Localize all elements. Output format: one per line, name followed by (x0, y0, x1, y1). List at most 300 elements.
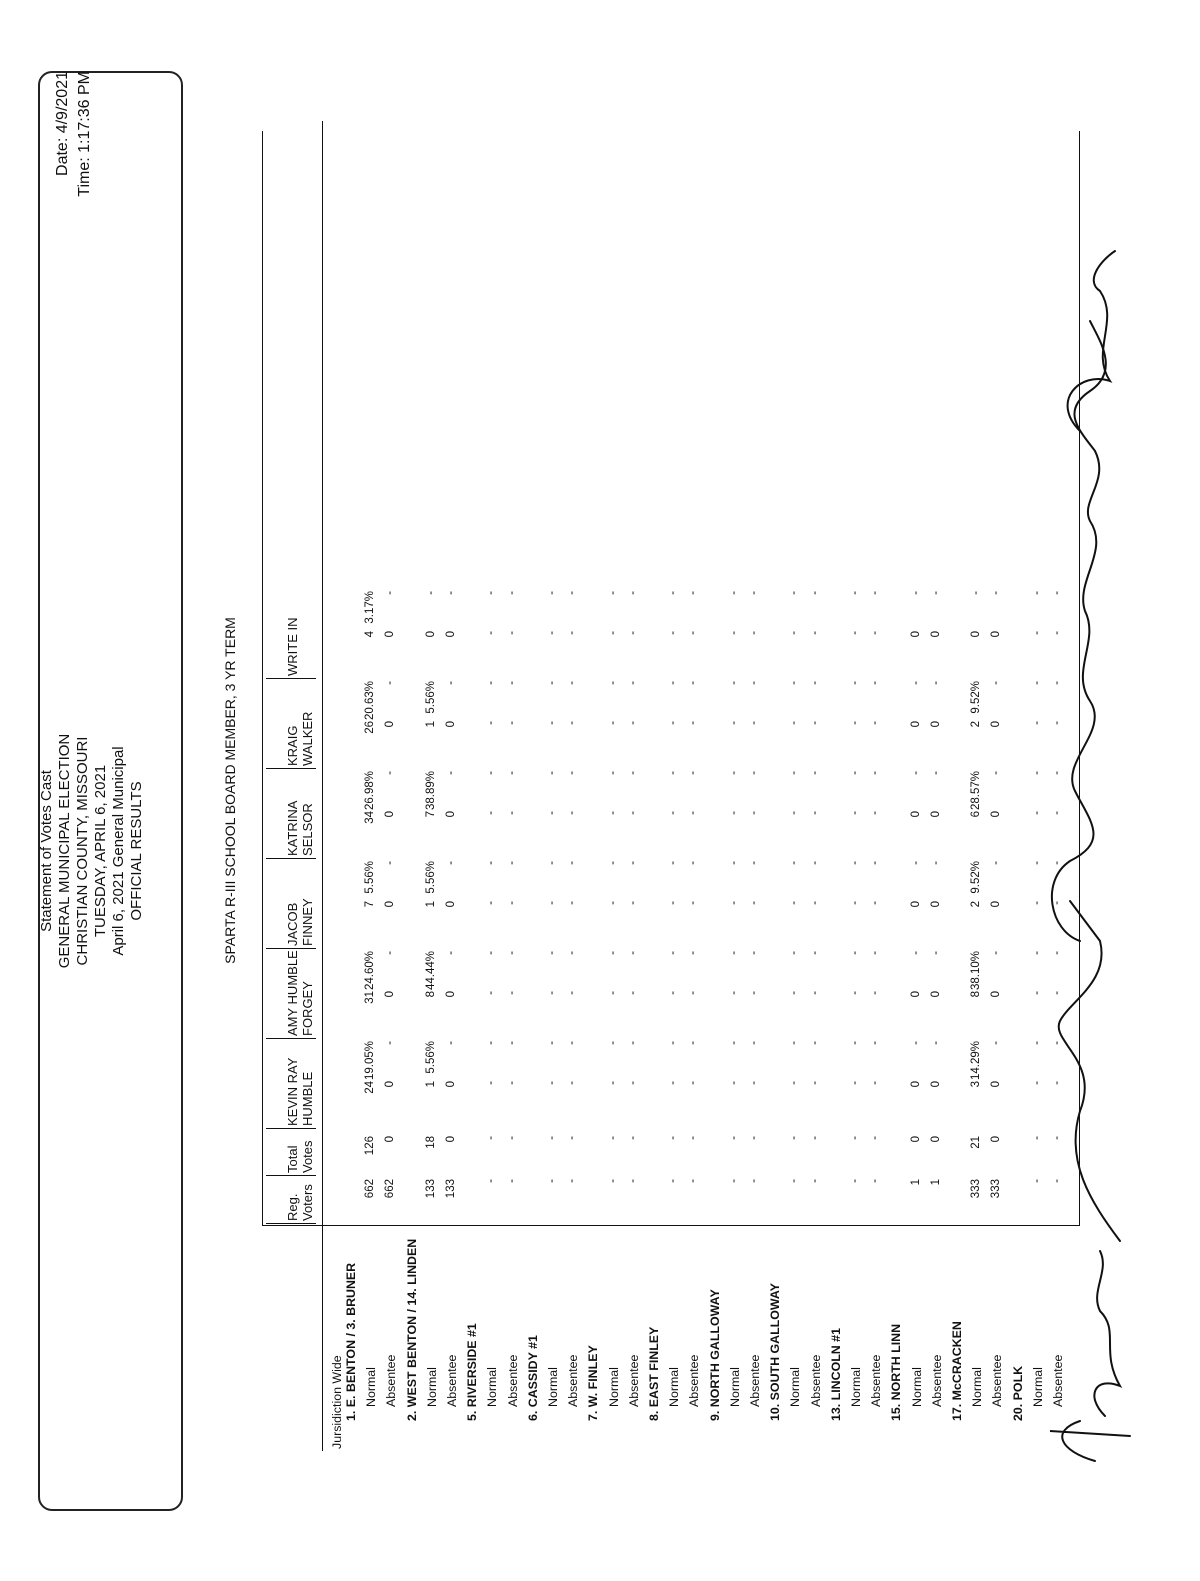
candidate-percent-cell: - (626, 951, 639, 955)
candidate-percent-cell: - (667, 771, 680, 775)
candidate-percent-cell: - (748, 681, 760, 685)
candidate-percent-cell: - (384, 771, 397, 775)
reg-voters-cell: - (606, 1179, 619, 1183)
candidate-votes-cell: - (606, 811, 619, 815)
candidate-votes-cell: - (626, 991, 639, 995)
candidate-votes-cell: - (849, 631, 861, 635)
candidate-votes-cell: - (667, 721, 680, 725)
candidate-votes-cell: - (788, 901, 801, 905)
candidate-votes-cell: 6 (970, 811, 983, 818)
jurisdiction-row-label: Absentee (1051, 1354, 1065, 1407)
candidate-percent-cell: - (849, 591, 861, 595)
candidate-percent-cell: - (1030, 771, 1043, 775)
candidate-votes-cell: - (849, 811, 861, 815)
column-header: Votes (300, 1140, 315, 1173)
title-line: GENERAL MUNICIPAL ELECTION (56, 733, 73, 969)
candidate-votes-cell: 0 (384, 631, 397, 638)
candidate-votes-cell: 8 (970, 991, 983, 998)
candidate-votes-cell: - (869, 631, 882, 635)
candidate-votes-cell: - (1030, 721, 1043, 725)
candidate-percent-cell: - (869, 591, 882, 595)
candidate-votes-cell: - (546, 811, 558, 815)
candidate-percent-cell: - (990, 771, 1003, 775)
candidate-votes-cell: 0 (445, 901, 457, 908)
total-votes-cell: - (687, 1136, 700, 1140)
reg-voters-cell: - (505, 1179, 518, 1183)
candidate-percent-cell: - (606, 951, 619, 955)
jurisdiction-row-label: 17. McCRACKEN (950, 1321, 964, 1421)
candidate-votes-cell: - (606, 1081, 619, 1085)
candidate-percent-cell: - (546, 771, 558, 775)
candidate-votes-cell: 0 (929, 1081, 942, 1088)
candidate-votes-cell: - (869, 901, 882, 905)
title-line: CHRISTIAN COUNTY, MISSOURI (74, 736, 91, 966)
jurisdiction-row-label: 1. E. BENTON / 3. BRUNER (344, 1262, 358, 1421)
reg-voters-cell: - (667, 1179, 680, 1183)
candidate-percent-cell: - (606, 681, 619, 685)
jurisdiction-row-label: Absentee (505, 1354, 520, 1407)
candidate-percent-cell: - (546, 681, 558, 685)
total-votes-cell: - (748, 1136, 760, 1140)
total-votes-cell: - (1051, 1136, 1063, 1140)
candidate-votes-cell: 0 (445, 1081, 457, 1088)
candidate-percent-cell: - (687, 861, 700, 865)
candidate-votes-cell: - (788, 811, 801, 815)
candidate-percent-cell: - (808, 771, 821, 775)
candidate-votes-cell: - (748, 901, 760, 905)
column-header: Reg. (285, 1193, 300, 1221)
candidate-percent-cell: - (727, 681, 740, 685)
total-votes-cell: 126 (364, 1136, 377, 1156)
candidate-votes-cell: - (606, 991, 619, 995)
candidate-percent-cell: - (929, 1041, 942, 1045)
candidate-votes-cell: 0 (990, 811, 1003, 818)
candidate-percent-cell: - (606, 861, 619, 865)
candidate-percent-cell: - (505, 861, 518, 865)
candidate-votes-cell: - (546, 631, 558, 635)
candidate-votes-cell: - (727, 631, 740, 635)
candidate-votes-cell: - (727, 901, 740, 905)
candidate-percent-cell: - (566, 591, 579, 595)
candidate-votes-cell: - (606, 721, 619, 725)
candidate-votes-cell: - (1051, 1081, 1063, 1085)
candidate-votes-cell: - (546, 721, 558, 725)
candidate-percent-cell: - (687, 681, 700, 685)
total-votes-cell: - (667, 1136, 680, 1140)
candidate-votes-cell: - (808, 631, 821, 635)
candidate-percent-cell: - (748, 951, 760, 955)
candidate-percent-cell: - (667, 591, 680, 595)
candidate-votes-cell: 0 (929, 811, 942, 818)
candidate-votes-cell: - (808, 901, 821, 905)
column-divider (266, 678, 316, 679)
candidate-votes-cell: - (566, 631, 579, 635)
candidate-percent-cell: - (849, 951, 861, 955)
jurisdiction-row-label: 9. NORTH GALLOWAY (707, 1289, 722, 1421)
candidate-percent-cell: - (687, 951, 700, 955)
candidate-percent-cell: - (808, 1041, 821, 1045)
column-divider (266, 948, 316, 949)
total-votes-cell: - (566, 1136, 579, 1140)
reg-voters-cell: - (869, 1179, 882, 1183)
candidate-votes-cell: 7 (364, 901, 377, 908)
candidate-percent-cell: - (849, 681, 861, 685)
column-header: FINNEY (300, 898, 315, 946)
jurisdiction-header: Jursidiction Wide (330, 1355, 344, 1449)
title-line: OFFICIAL RESULTS (128, 781, 145, 921)
candidate-percent-cell: 5.56% (424, 681, 437, 714)
candidate-percent-cell: - (667, 681, 680, 685)
candidate-percent-cell: - (485, 951, 498, 955)
candidate-percent-cell: - (869, 861, 882, 865)
candidate-votes-cell: 0 (929, 901, 942, 908)
jurisdiction-row-label: Normal (485, 1367, 500, 1407)
candidate-votes-cell: - (808, 991, 821, 995)
candidate-votes-cell: - (687, 991, 700, 995)
reg-voters-cell: - (748, 1179, 760, 1183)
candidate-percent-cell: - (626, 861, 639, 865)
candidate-votes-cell: - (566, 811, 579, 815)
candidate-votes-cell: 26 (364, 721, 377, 734)
candidate-percent-cell: - (667, 951, 680, 955)
jurisdiction-row-label: Normal (546, 1367, 560, 1407)
jurisdiction-row-label: Normal (788, 1367, 803, 1407)
candidate-percent-cell: - (1030, 1041, 1043, 1045)
jurisdiction-row-label: Absentee (748, 1354, 762, 1407)
candidate-percent-cell: - (808, 951, 821, 955)
candidate-percent-cell: - (727, 861, 740, 865)
candidate-votes-cell: - (869, 811, 882, 815)
reg-voters-cell: 133 (445, 1179, 457, 1199)
candidate-percent-cell: - (1030, 591, 1043, 595)
candidate-votes-cell: 0 (445, 631, 457, 638)
candidate-votes-cell: - (727, 811, 740, 815)
reg-voters-cell: 662 (364, 1179, 377, 1199)
candidate-percent-cell: - (445, 861, 457, 865)
total-votes-cell: - (626, 1136, 639, 1140)
candidate-votes-cell: - (849, 901, 861, 905)
candidate-votes-cell: - (606, 901, 619, 905)
candidate-percent-cell: 44.44% (424, 951, 437, 991)
candidate-percent-cell: - (606, 1041, 619, 1045)
candidate-votes-cell: 0 (970, 631, 983, 638)
candidate-votes-cell: - (566, 991, 579, 995)
candidate-votes-cell: - (485, 901, 498, 905)
jurisdiction-row-label: Normal (364, 1367, 379, 1407)
candidate-votes-cell: - (687, 811, 700, 815)
total-votes-cell: 0 (445, 1136, 457, 1143)
candidate-votes-cell: - (667, 1081, 680, 1085)
candidate-percent-cell: - (849, 1041, 861, 1045)
candidate-percent-cell: - (929, 591, 942, 595)
column-header: WALKER (300, 711, 315, 766)
candidate-percent-cell: - (748, 861, 760, 865)
candidate-votes-cell: - (485, 721, 498, 725)
candidate-percent-cell: - (485, 1041, 498, 1045)
candidate-percent-cell: - (566, 951, 579, 955)
candidate-percent-cell: - (626, 771, 639, 775)
candidate-percent-cell: - (909, 771, 922, 775)
candidate-percent-cell: - (727, 1041, 740, 1045)
candidate-votes-cell: - (869, 721, 882, 725)
candidate-votes-cell: - (808, 1081, 821, 1085)
candidate-votes-cell: - (505, 1081, 518, 1085)
candidate-percent-cell: - (1051, 681, 1063, 685)
candidate-votes-cell: 8 (424, 991, 437, 998)
candidate-percent-cell: - (626, 1041, 639, 1045)
jurisdiction-row-label: 7. W. FINLEY (586, 1345, 601, 1421)
candidate-percent-cell: - (909, 951, 922, 955)
candidate-percent-cell: - (424, 591, 437, 595)
candidate-percent-cell: - (727, 951, 740, 955)
candidate-percent-cell: - (990, 681, 1003, 685)
candidate-votes-cell: - (748, 631, 760, 635)
jurisdiction-row-label: Normal (424, 1367, 439, 1407)
reg-voters-cell: 333 (970, 1179, 983, 1199)
jurisdiction-row-label: 8. EAST FINLEY (647, 1326, 661, 1421)
candidate-percent-cell: - (869, 1041, 882, 1045)
reg-voters-cell: 333 (990, 1179, 1003, 1199)
candidate-votes-cell: - (748, 1081, 760, 1085)
candidate-percent-cell: - (869, 951, 882, 955)
candidate-votes-cell: 0 (909, 1081, 922, 1088)
candidate-percent-cell: - (1051, 951, 1063, 955)
candidate-percent-cell: - (667, 861, 680, 865)
candidate-votes-cell: - (667, 811, 680, 815)
candidate-votes-cell: - (849, 721, 861, 725)
candidate-percent-cell: - (687, 591, 700, 595)
candidate-votes-cell: - (667, 631, 680, 635)
candidate-percent-cell: 38.89% (424, 771, 437, 811)
candidate-votes-cell: - (788, 631, 801, 635)
candidate-votes-cell: - (546, 1081, 558, 1085)
candidate-percent-cell: - (445, 771, 457, 775)
column-header: Total (285, 1145, 300, 1173)
total-votes-cell: - (788, 1136, 801, 1140)
candidate-votes-cell: 1 (424, 901, 437, 908)
candidate-votes-cell: - (788, 1081, 801, 1085)
candidate-percent-cell: - (566, 1041, 579, 1045)
candidate-percent-cell: - (687, 771, 700, 775)
total-votes-cell: - (869, 1136, 882, 1140)
candidate-votes-cell: 1 (424, 1081, 437, 1088)
candidate-votes-cell: - (687, 631, 700, 635)
candidate-votes-cell: - (505, 721, 518, 725)
candidate-percent-cell: - (667, 1041, 680, 1045)
candidate-votes-cell: - (1051, 901, 1063, 905)
reg-voters-cell: - (566, 1179, 579, 1183)
candidate-votes-cell: - (1030, 991, 1043, 995)
title-line: Statement of Votes Cast (38, 770, 55, 932)
candidate-votes-cell: 0 (384, 721, 397, 728)
candidate-votes-cell: - (667, 991, 680, 995)
candidate-percent-cell: 20.63% (364, 681, 377, 721)
candidate-votes-cell: 2 (970, 721, 983, 728)
candidate-percent-cell: - (788, 771, 801, 775)
candidate-votes-cell: - (485, 631, 498, 635)
candidate-percent-cell: - (929, 681, 942, 685)
candidate-votes-cell: - (748, 811, 760, 815)
jurisdiction-row-label: 20. POLK (1010, 1365, 1025, 1421)
candidate-percent-cell: - (929, 771, 942, 775)
jurisdiction-row-label: Absentee (929, 1354, 944, 1407)
candidate-votes-cell: - (849, 1081, 861, 1085)
total-votes-cell: - (849, 1136, 861, 1140)
candidate-percent-cell: - (445, 681, 457, 685)
reg-voters-cell: - (485, 1179, 498, 1183)
candidate-percent-cell: 26.98% (364, 771, 377, 811)
candidate-votes-cell: 2 (970, 901, 983, 908)
candidate-percent-cell: - (505, 681, 518, 685)
jurisdiction-row-label: Absentee (626, 1354, 641, 1407)
candidate-percent-cell: - (606, 591, 619, 595)
column-divider (266, 1128, 316, 1129)
candidate-percent-cell: - (626, 591, 639, 595)
candidate-votes-cell: - (808, 811, 821, 815)
candidate-percent-cell: - (546, 861, 558, 865)
total-votes-cell: 0 (990, 1136, 1003, 1143)
candidate-percent-cell: - (970, 591, 983, 595)
candidate-percent-cell: - (909, 861, 922, 865)
candidate-votes-cell: - (626, 721, 639, 725)
candidate-percent-cell: 9.52% (970, 681, 983, 714)
candidate-votes-cell: 0 (424, 631, 437, 638)
candidate-percent-cell: - (1030, 681, 1043, 685)
candidate-votes-cell: - (1051, 811, 1063, 815)
column-header: SELSOR (300, 803, 315, 856)
column-header: KEVIN RAY (285, 1057, 300, 1126)
candidate-percent-cell: 24.60% (364, 951, 377, 991)
candidate-votes-cell: 0 (384, 991, 397, 998)
reg-voters-cell: - (546, 1179, 558, 1183)
candidate-votes-cell: 0 (990, 631, 1003, 638)
candidate-votes-cell: 0 (990, 1081, 1003, 1088)
column-divider (266, 858, 316, 859)
candidate-percent-cell: 19.05% (364, 1041, 377, 1081)
candidate-percent-cell: - (485, 591, 498, 595)
candidate-votes-cell: - (1030, 901, 1043, 905)
candidate-percent-cell: - (869, 681, 882, 685)
column-divider (266, 1175, 316, 1176)
candidate-votes-cell: - (727, 1081, 740, 1085)
candidate-percent-cell: - (626, 681, 639, 685)
candidate-percent-cell: - (727, 771, 740, 775)
total-votes-cell: 0 (929, 1136, 942, 1143)
candidate-percent-cell: - (929, 861, 942, 865)
candidate-votes-cell: - (626, 811, 639, 815)
candidate-percent-cell: 5.56% (424, 1041, 437, 1074)
jurisdiction-row-label: Absentee (566, 1354, 581, 1407)
jurisdiction-row-label: 15. NORTH LINN (889, 1323, 904, 1421)
column-header: KATRINA (285, 800, 300, 856)
candidate-percent-cell: - (909, 681, 922, 685)
candidate-percent-cell: - (849, 861, 861, 865)
reg-voters-cell: - (808, 1179, 821, 1183)
candidate-percent-cell: 9.52% (970, 861, 983, 894)
candidate-votes-cell: - (727, 721, 740, 725)
candidate-votes-cell: 0 (384, 1081, 397, 1088)
candidate-votes-cell: - (667, 901, 680, 905)
candidate-percent-cell: - (909, 591, 922, 595)
candidate-percent-cell: - (748, 1041, 760, 1045)
column-divider (266, 1038, 316, 1039)
candidate-percent-cell: - (808, 861, 821, 865)
column-header: KRAIG (285, 725, 300, 766)
candidate-votes-cell: - (687, 1081, 700, 1085)
candidate-percent-cell: - (1051, 771, 1063, 775)
candidate-votes-cell: - (808, 721, 821, 725)
candidate-percent-cell: - (566, 771, 579, 775)
column-divider (266, 1223, 316, 1224)
candidate-percent-cell: - (788, 951, 801, 955)
candidate-votes-cell: - (1051, 721, 1063, 725)
candidate-percent-cell: - (748, 771, 760, 775)
candidate-votes-cell: 0 (445, 811, 457, 818)
candidate-percent-cell: - (384, 951, 397, 955)
candidate-votes-cell: - (566, 721, 579, 725)
candidate-votes-cell: 4 (364, 631, 377, 638)
candidate-votes-cell: - (485, 811, 498, 815)
reg-voters-cell: 1 (929, 1179, 942, 1186)
reg-voters-cell: 133 (424, 1179, 437, 1199)
title-line: April 6, 2021 General Municipal (110, 746, 127, 956)
candidate-votes-cell: - (849, 991, 861, 995)
total-votes-cell: - (505, 1136, 518, 1140)
candidate-votes-cell: - (606, 631, 619, 635)
candidate-votes-cell: - (687, 721, 700, 725)
reg-voters-cell: - (1030, 1179, 1043, 1183)
candidate-votes-cell: 31 (364, 991, 377, 1004)
candidate-votes-cell: 0 (384, 811, 397, 818)
candidate-percent-cell: - (990, 591, 1003, 595)
candidate-percent-cell: - (384, 681, 397, 685)
candidate-votes-cell: - (869, 1081, 882, 1085)
candidate-percent-cell: 5.56% (424, 861, 437, 894)
candidate-votes-cell: - (485, 1081, 498, 1085)
total-votes-cell: - (1030, 1136, 1043, 1140)
candidate-votes-cell: - (626, 1081, 639, 1085)
candidate-percent-cell: - (505, 1041, 518, 1045)
candidate-votes-cell: - (566, 1081, 579, 1085)
candidate-percent-cell: 14.29% (970, 1041, 983, 1081)
candidate-votes-cell: 0 (909, 631, 922, 638)
candidate-votes-cell: - (788, 721, 801, 725)
column-divider (266, 768, 316, 769)
candidate-percent-cell: - (788, 591, 801, 595)
jurisdiction-row-label: Normal (1030, 1367, 1045, 1407)
candidate-votes-cell: 24 (364, 1081, 377, 1094)
candidate-votes-cell: 0 (445, 991, 457, 998)
candidate-percent-cell: - (909, 1041, 922, 1045)
candidate-percent-cell: - (808, 681, 821, 685)
candidate-percent-cell: - (566, 861, 579, 865)
candidate-percent-cell: - (505, 951, 518, 955)
candidate-percent-cell: - (566, 681, 579, 685)
column-header: AMY HUMBLE (285, 950, 300, 1036)
candidate-votes-cell: 0 (990, 991, 1003, 998)
candidate-votes-cell: 0 (909, 721, 922, 728)
candidate-percent-cell: - (1030, 861, 1043, 865)
candidate-percent-cell: - (505, 771, 518, 775)
candidate-percent-cell: - (445, 591, 457, 595)
jurisdiction-row-label: Normal (849, 1367, 863, 1407)
reg-voters-cell: 662 (384, 1179, 397, 1199)
candidate-percent-cell: - (929, 951, 942, 955)
candidate-percent-cell: - (1051, 591, 1063, 595)
signature-3 (1052, 321, 1106, 941)
jurisdiction-row-label: 6. CASSIDY #1 (525, 1335, 540, 1421)
candidate-percent-cell: - (1051, 861, 1063, 865)
